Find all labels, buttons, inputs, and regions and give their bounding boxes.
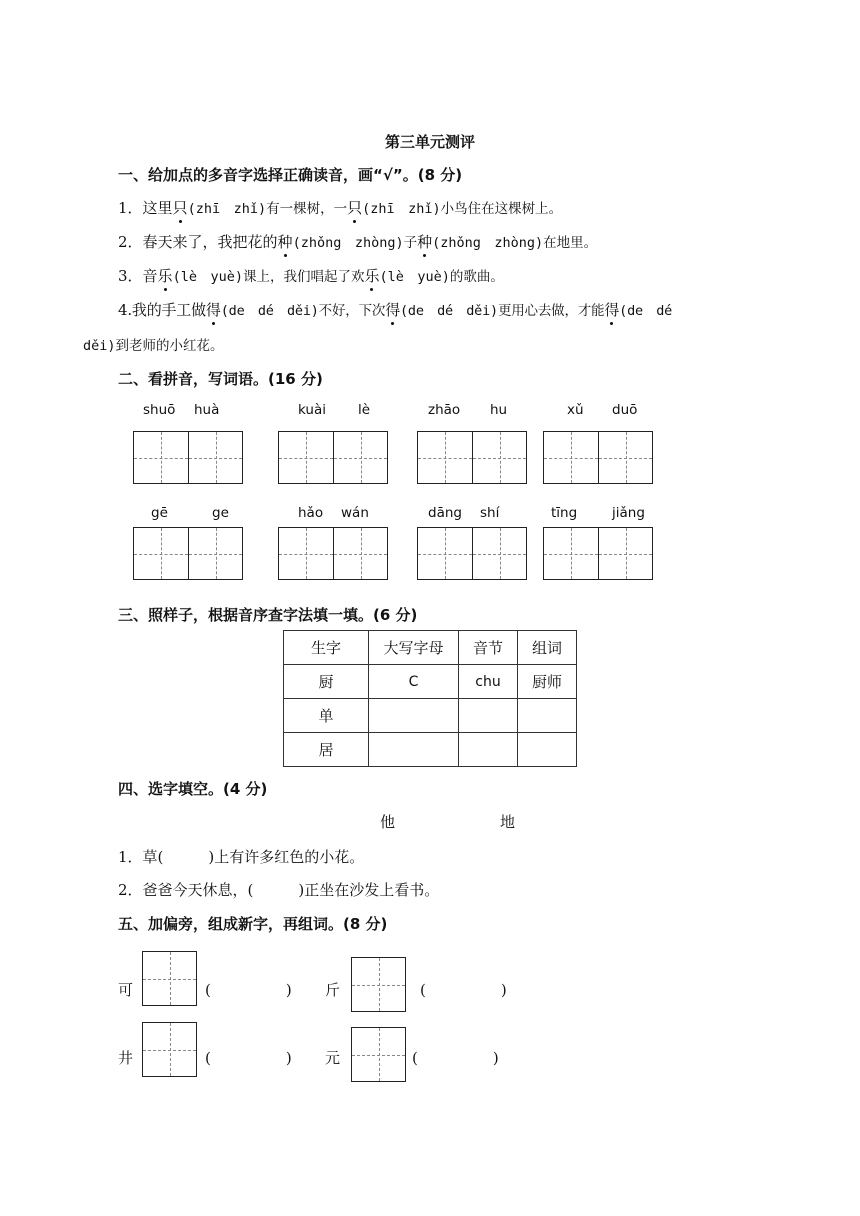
writing-box[interactable] <box>133 527 243 580</box>
s1-question-2: 2．春天来了，我把花的种(zhǒng zhòng)子种(zhǒng zhòng)在地里。 <box>118 233 598 251</box>
answer-cell[interactable] <box>369 699 459 733</box>
table-header-row <box>284 631 577 665</box>
pinyin: shí <box>480 505 500 521</box>
table-cell: 居 <box>284 733 369 767</box>
table-cell: 厨师 <box>518 665 577 699</box>
writing-box[interactable] <box>142 951 197 1006</box>
s4-question-1: 1．草( )上有许多红色的小花。 <box>118 848 365 866</box>
writing-box[interactable] <box>278 527 388 580</box>
answer-blank[interactable]: ( ) <box>205 1049 292 1067</box>
pinyin: tīng <box>551 505 578 521</box>
dictionary-table <box>283 630 577 767</box>
pinyin: kuài <box>298 402 326 418</box>
writing-box[interactable] <box>417 527 527 580</box>
base-char: 可 <box>118 981 134 999</box>
writing-box[interactable] <box>351 1027 406 1082</box>
base-char: 井 <box>118 1049 134 1067</box>
pinyin: lè <box>358 402 371 418</box>
answer-blank[interactable]: ( ) <box>205 981 292 999</box>
answer-cell[interactable] <box>459 733 518 767</box>
option-char: 地 <box>500 813 516 831</box>
table-header: 生字 <box>284 631 369 665</box>
s4-question-2: 2．爸爸今天休息，( )正坐在沙发上看书。 <box>118 881 440 899</box>
pinyin: dāng <box>428 505 462 521</box>
pinyin: shuō <box>143 402 176 418</box>
answer-cell[interactable] <box>518 733 577 767</box>
table-row <box>284 699 577 733</box>
table-header: 组词 <box>518 631 577 665</box>
table-row <box>284 733 577 767</box>
table-cell: 单 <box>284 699 369 733</box>
pinyin: jiǎng <box>612 505 645 521</box>
base-char: 元 <box>325 1049 341 1067</box>
section-2-heading: 二、看拼音，写词语。(16 分) <box>118 370 323 388</box>
table-cell: chu <box>459 665 518 699</box>
writing-box[interactable] <box>278 431 388 484</box>
writing-box[interactable] <box>543 527 653 580</box>
section-5-heading: 五、加偏旁，组成新字，再组词。(8 分) <box>118 915 388 933</box>
answer-cell[interactable] <box>369 733 459 767</box>
answer-cell[interactable] <box>518 699 577 733</box>
pinyin: gē <box>151 505 168 521</box>
answer-cell[interactable] <box>459 699 518 733</box>
table-cell: 厨 <box>284 665 369 699</box>
writing-box[interactable] <box>351 957 406 1012</box>
answer-blank[interactable]: ( ) <box>420 981 507 999</box>
section-4-heading: 四、选字填空。(4 分) <box>118 780 268 798</box>
table-row <box>284 665 577 699</box>
section-3-heading: 三、照样子，根据音序查字法填一填。(6 分) <box>118 606 418 624</box>
s1-question-4-cont: děi)到老师的小红花。 <box>83 338 224 354</box>
s1-question-1: 1．这里只(zhī zhǐ)有一棵树，一只(zhī zhǐ)小鸟住在这棵树上。 <box>118 199 563 217</box>
table-header: 大写字母 <box>369 631 459 665</box>
pinyin: hǎo <box>298 505 324 521</box>
pinyin: wán <box>341 505 369 521</box>
writing-box[interactable] <box>142 1022 197 1077</box>
pinyin: zhāo <box>428 402 461 418</box>
section-1-heading: 一、给加点的多音字选择正确读音，画“√”。(8 分) <box>118 166 463 184</box>
pinyin: ge <box>212 505 229 521</box>
writing-box[interactable] <box>133 431 243 484</box>
pinyin: huà <box>194 402 220 418</box>
table-cell: C <box>369 665 459 699</box>
table-header: 音节 <box>459 631 518 665</box>
pinyin: hu <box>490 402 508 418</box>
s1-question-3: 3．音乐(lè yuè)课上，我们唱起了欢乐(lè yuè)的歌曲。 <box>118 267 504 285</box>
answer-blank[interactable]: ( ) <box>412 1049 499 1067</box>
pinyin: xǔ <box>567 402 584 418</box>
option-char: 他 <box>380 813 396 831</box>
writing-box[interactable] <box>417 431 527 484</box>
pinyin: duō <box>612 402 638 418</box>
base-char: 斤 <box>325 981 341 999</box>
writing-box[interactable] <box>543 431 653 484</box>
page-title: 第三单元测评 <box>384 133 475 151</box>
s1-question-4: 4.我的手工做得(de dé děi)不好，下次得(de dé děi)更用心去做，才能得(de dé <box>118 301 673 319</box>
